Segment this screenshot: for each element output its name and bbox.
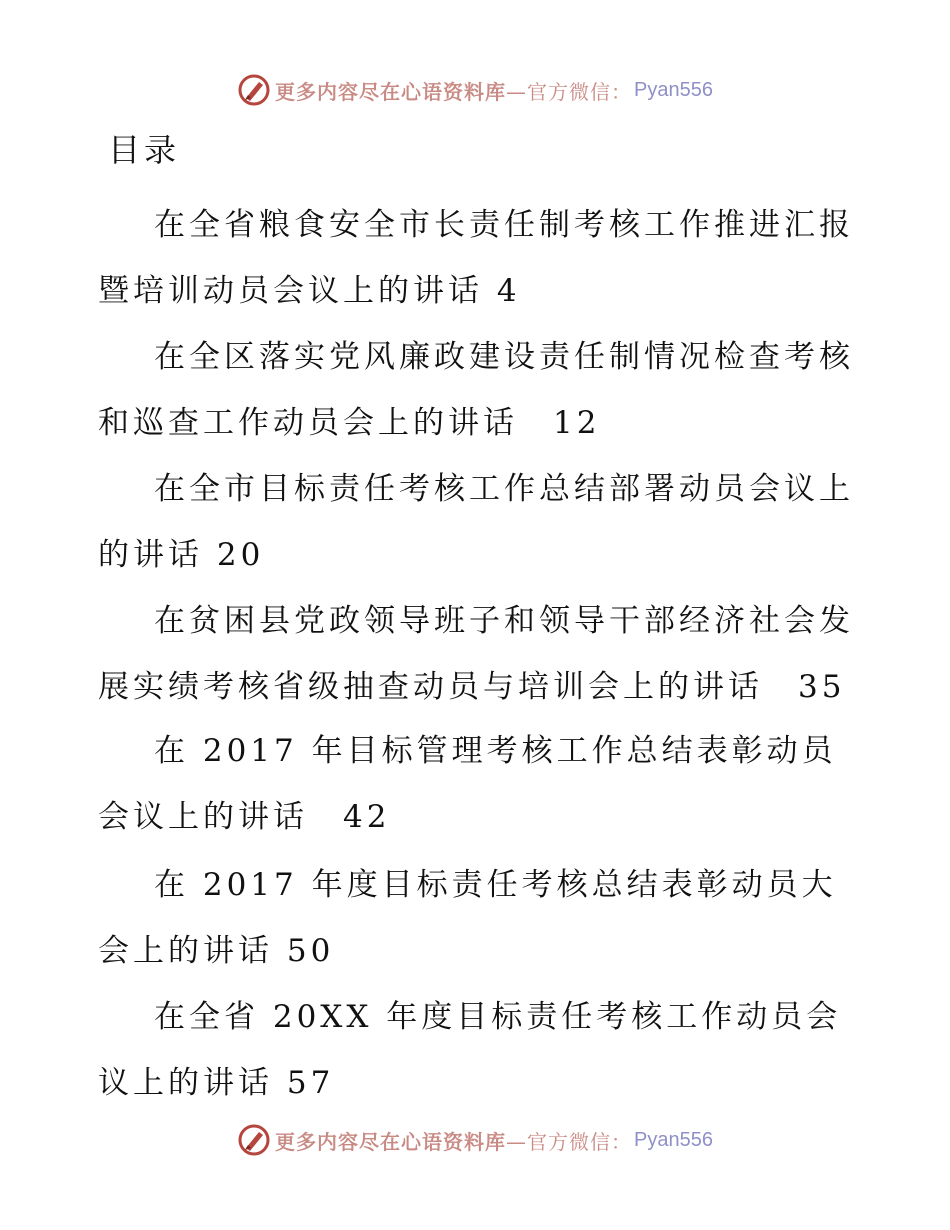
toc-entry: 在贫困县党政领导班子和领导干部经济社会发展实绩考核省级抽查动员与培训会上的讲话 35 [98, 603, 854, 705]
toc-entry: 在全市目标责任考核工作总结部署动员会议上的讲话 20 [98, 471, 854, 573]
header-watermark [0, 70, 950, 110]
watermark-text: 更多内容尽在心语资料库—官方微信： [275, 79, 633, 104]
watermark-id: Pyan556 [634, 1128, 713, 1151]
toc-entry: 在 2017 年目标管理考核工作总结表彰动员会议上的讲话 42 [98, 733, 837, 835]
watermark-id: Pyan556 [634, 78, 713, 101]
footer-watermark [0, 1120, 950, 1160]
toc-entry: 在全省 20XX 年度目标责任考核工作动员会议上的讲话 57 [98, 999, 842, 1101]
watermark-text: 更多内容尽在心语资料库—官方微信： [275, 1129, 633, 1154]
toc-entry: 在全省粮食安全市长责任制考核工作推进汇报暨培训动员会议上的讲话 4 [98, 207, 854, 309]
toc-entry: 在全区落实党风廉政建设责任制情况检查考核和巡查工作动员会上的讲话 12 [98, 339, 854, 441]
pen-logo-icon [237, 73, 271, 107]
toc-entry: 在 2017 年度目标责任考核总结表彰动员大会上的讲话 50 [98, 867, 837, 969]
toc-title: 目录 [108, 131, 181, 169]
pen-logo-icon [237, 1123, 271, 1157]
